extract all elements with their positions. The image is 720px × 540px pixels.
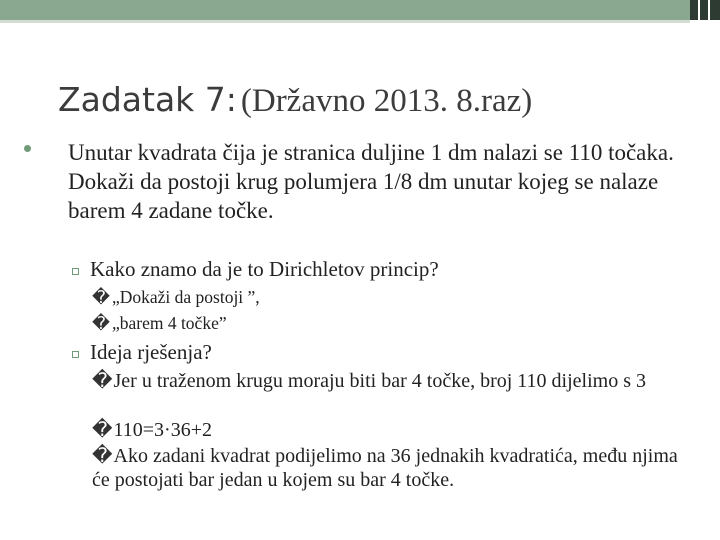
missing-glyph-icon: � [92, 313, 110, 333]
bullet-dot-icon [24, 145, 31, 152]
list-item-text: 110=3·36+2 [113, 419, 212, 441]
missing-glyph-icon: � [92, 370, 113, 392]
missing-glyph-icon: � [92, 287, 110, 307]
missing-glyph-icon: � [92, 445, 113, 467]
list-item-text: „Dokaži da postoji ”, [111, 287, 260, 307]
subheading-dirichlet: Kako znamo da je to Dirichletov princip? [90, 257, 439, 281]
square-bullet-icon [72, 268, 79, 275]
list-item-text: Jer u traženom krugu moraju biti bar 4 točke, broj 110 dijelimo s 3 [113, 370, 646, 392]
top-bar-light-strip [0, 20, 690, 23]
top-bar-dark-segment-2 [700, 0, 708, 20]
top-bar-dark-segment-3 [710, 0, 720, 20]
missing-glyph-icon: � [92, 419, 113, 441]
list-item [92, 444, 692, 492]
list-item-text: „barem 4 točke” [111, 313, 227, 333]
square-bullet-icon [72, 351, 79, 358]
top-bar-dark-segment-1 [690, 0, 698, 20]
top-bar-light-segment [0, 0, 690, 20]
main-paragraph: Unutar kvadrata čija je stranica duljine 1 dm nalazi se 110 točaka. Dokaži da postoji krug polumjera 1/8 dm unutar kojeg se nalaze barem 4 zadane točke. [68, 140, 674, 223]
title-competition-label: (Državno 2013. 8.raz) [240, 83, 533, 119]
list-item [92, 312, 227, 335]
title-task-label: Zadatak 7: [58, 80, 237, 119]
list-item [92, 369, 672, 393]
list-item [92, 286, 260, 309]
top-decorative-bar [0, 0, 720, 20]
slide-title [58, 80, 532, 120]
list-item [92, 418, 212, 442]
list-item-text: Ako zadani kvadrat podijelimo na 36 jednakih kvadratića, među njima će postojati bar jedan u kojem su bar 4 točke. [92, 445, 678, 491]
subheading-solution-idea: Ideja rješenja? [90, 340, 212, 364]
